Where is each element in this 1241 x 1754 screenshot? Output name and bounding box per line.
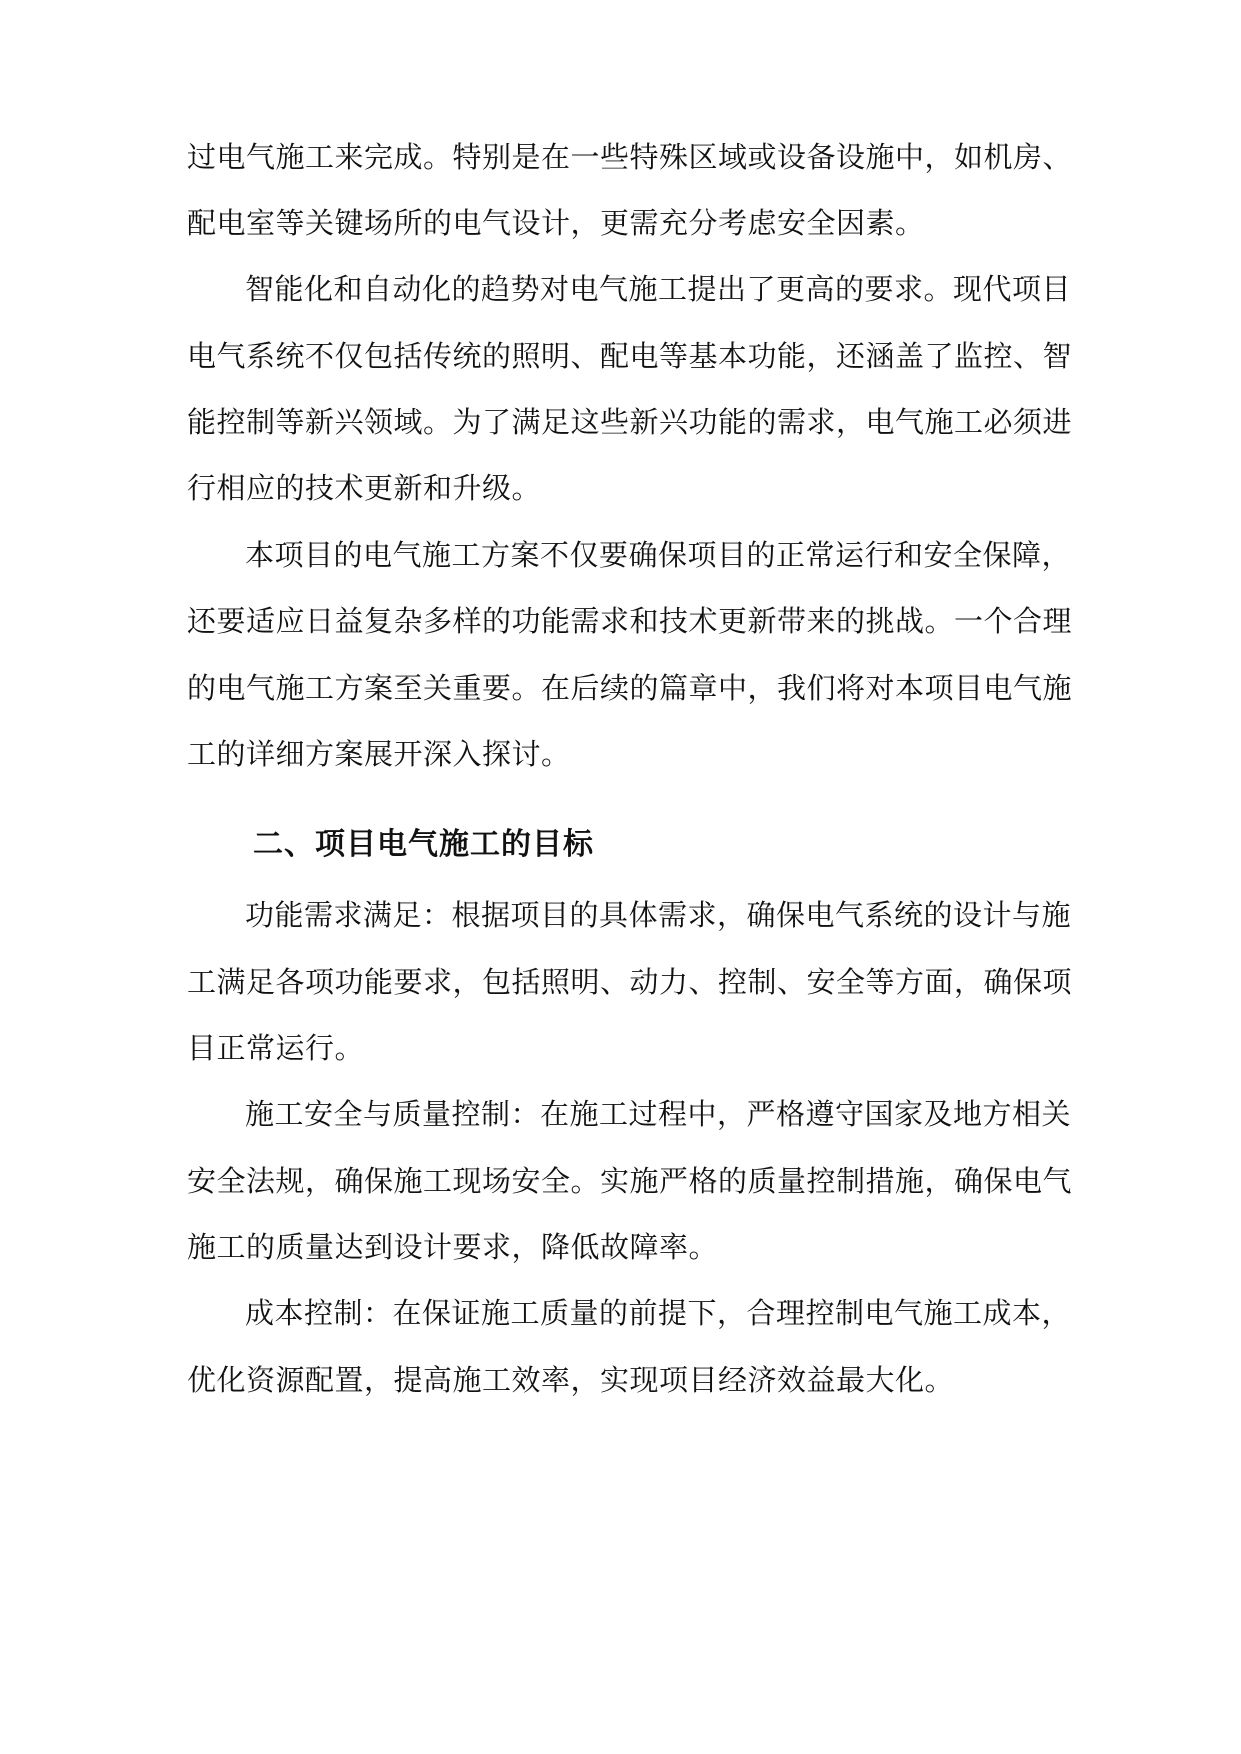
paragraph-line: 工的详细方案展开深入探讨。 <box>187 737 571 771</box>
paragraph-line: 施工安全与质量控制：在施工过程中，严格遵守国家及地方相关 <box>245 1097 1072 1131</box>
paragraph-line: 施工的质量达到设计要求，降低故障率。 <box>187 1230 719 1264</box>
paragraph-line: 电气系统不仅包括传统的照明、配电等基本功能，还涵盖了监控、智 <box>187 339 1073 373</box>
paragraph-line: 成本控制：在保证施工质量的前提下，合理控制电气施工成本， <box>245 1296 1072 1330</box>
paragraph-line: 智能化和自动化的趋势对电气施工提出了更高的要求。现代项目 <box>245 272 1072 306</box>
paragraph-line: 配电室等关键场所的电气设计，更需充分考虑安全因素。 <box>187 206 925 240</box>
paragraph-line: 目正常运行。 <box>187 1031 365 1065</box>
paragraph-line: 功能需求满足：根据项目的具体需求，确保电气系统的设计与施 <box>245 898 1072 932</box>
paragraph-line: 能控制等新兴领域。为了满足这些新兴功能的需求，电气施工必须进 <box>187 405 1073 439</box>
section-heading: 二、项目电气施工的目标 <box>253 827 594 862</box>
paragraph-line: 过电气施工来完成。特别是在一些特殊区域或设备设施中，如机房、 <box>187 140 1073 174</box>
paragraph-line: 还要适应日益复杂多样的功能需求和技术更新带来的挑战。一个合理 <box>187 604 1073 638</box>
paragraph-line: 本项目的电气施工方案不仅要确保项目的正常运行和安全保障， <box>245 538 1072 572</box>
paragraph-line: 优化资源配置，提高施工效率，实现项目经济效益最大化。 <box>187 1363 955 1397</box>
paragraph-line: 工满足各项功能要求，包括照明、动力、控制、安全等方面，确保项 <box>187 965 1073 999</box>
paragraph-line: 安全法规，确保施工现场安全。实施严格的质量控制措施，确保电气 <box>187 1164 1073 1198</box>
paragraph-line: 的电气施工方案至关重要。在后续的篇章中，我们将对本项目电气施 <box>187 671 1073 705</box>
paragraph-line: 行相应的技术更新和升级。 <box>187 471 542 505</box>
